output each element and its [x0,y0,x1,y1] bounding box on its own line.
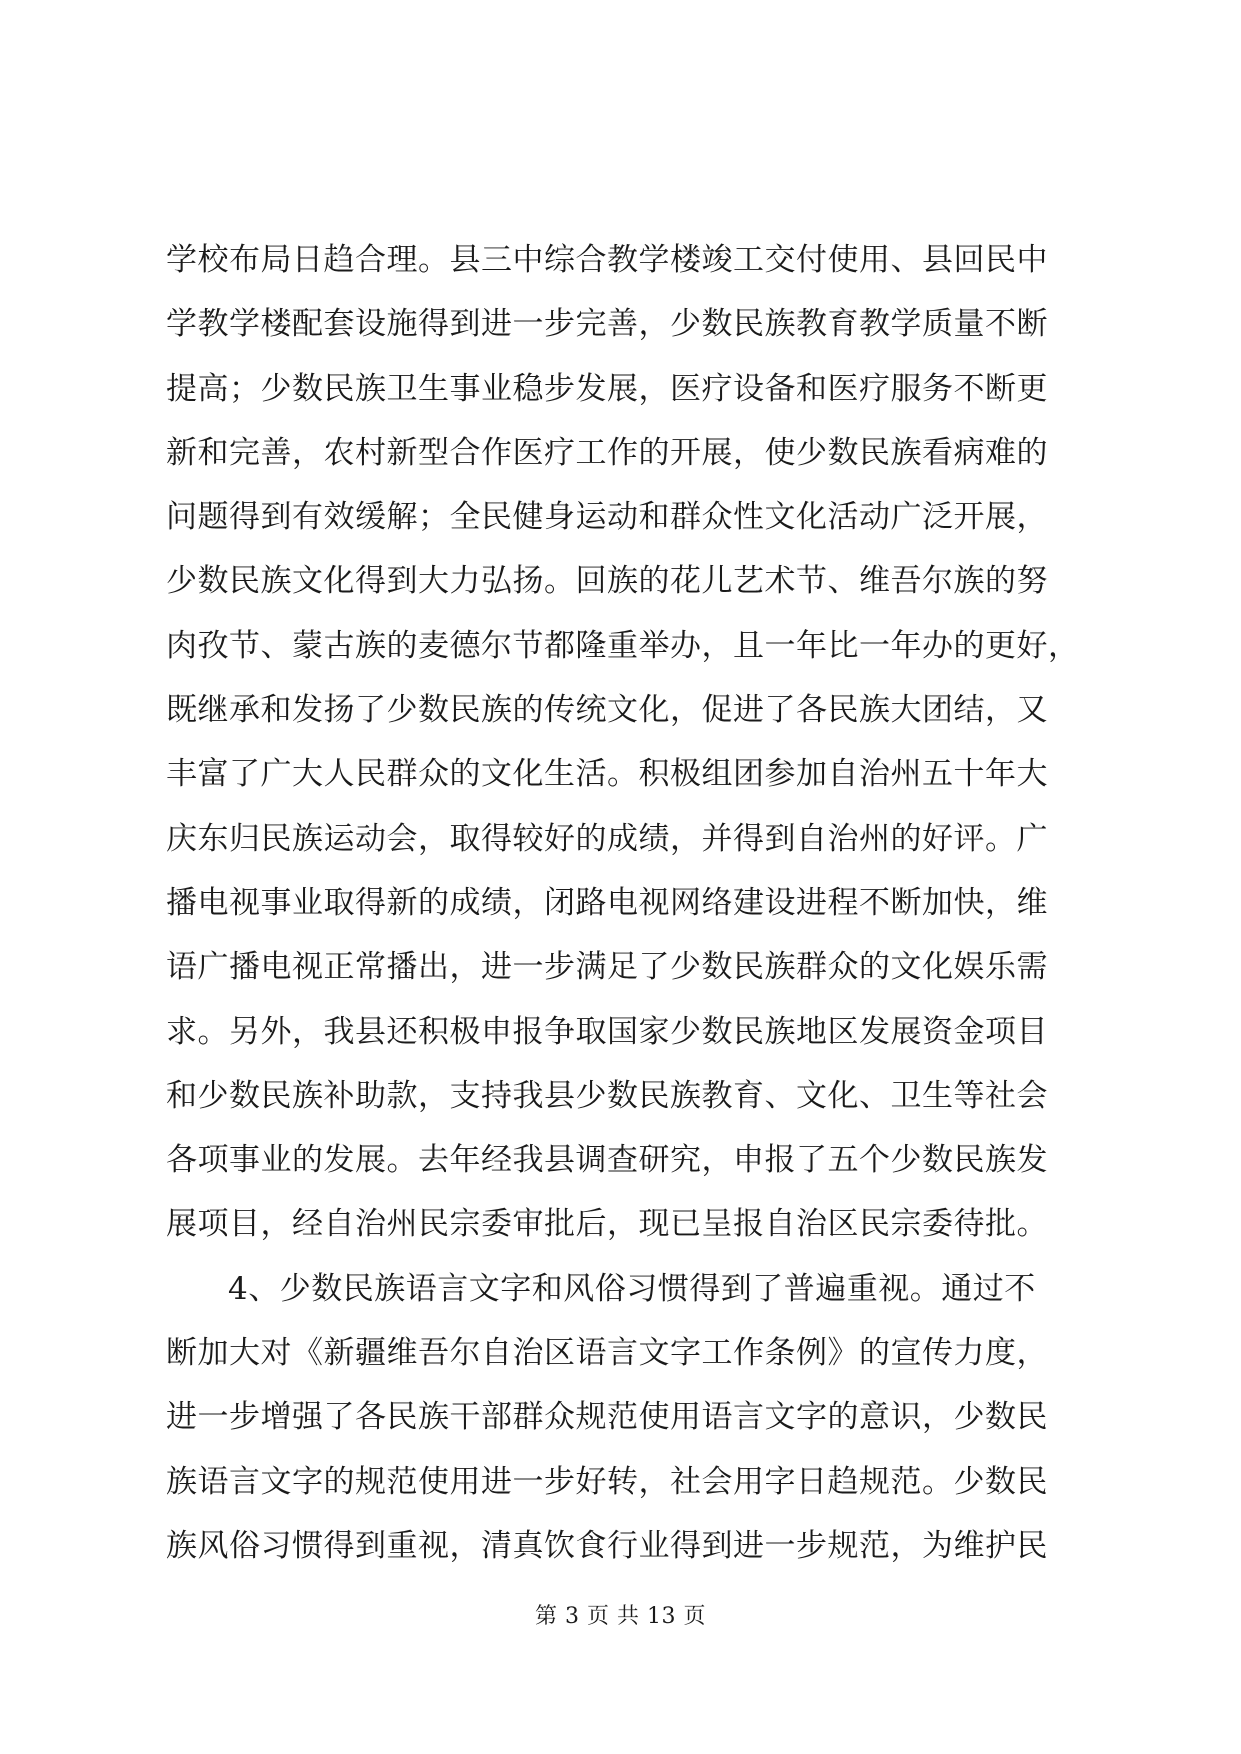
text-line: 和少数民族补助款，支持我县少数民族教育、文化、卫生等社会 [166,1077,1048,1114]
text-line: 既继承和发扬了少数民族的传统文化，促进了各民族大团结，又 [166,692,1048,729]
text-line: 学教学楼配套设施得到进一步完善，少数民族教育教学质量不断 [166,306,1048,343]
text-line: 族风俗习惯得到重视，清真饮食行业得到进一步规范，为维护民 [166,1527,1048,1564]
page-number: 第 3 页 共 13 页 [535,1604,706,1629]
text-line: 肉孜节、蒙古族的麦德尔节都隆重举办，且一年比一年办的更好， [166,627,1080,664]
text-line: 播电视事业取得新的成绩，闭路电视网络建设进程不断加快，维 [166,884,1048,921]
page-footer [0,1602,1241,1632]
text-line: 族语言文字的规范使用进一步好转，社会用字日趋规范。少数民 [166,1463,1048,1500]
text-line: 庆东归民族运动会，取得较好的成绩，并得到自治州的好评。广 [166,820,1048,857]
paragraph-start-line: 4、少数民族语言文字和风俗习惯得到了普遍重视。通过不 [228,1270,1036,1307]
body-text [166,228,1080,1578]
text-line: 语广播电视正常播出，进一步满足了少数民族群众的文化娱乐需 [166,949,1048,986]
text-line: 提高；少数民族卫生事业稳步发展，医疗设备和医疗服务不断更 [166,370,1048,407]
text-line: 丰富了广大人民群众的文化生活。积极组团参加自治州五十年大 [166,756,1048,793]
text-line: 展项目，经自治州民宗委审批后，现已呈报自治区民宗委待批。 [166,1206,1048,1243]
text-line: 学校布局日趋合理。县三中综合教学楼竣工交付使用、县回民中 [166,242,1048,278]
text-line: 少数民族文化得到大力弘扬。回族的花儿艺术节、维吾尔族的努 [166,563,1048,600]
text-line: 新和完善，农村新型合作医疗工作的开展，使少数民族看病难的 [166,434,1048,471]
text-line: 求。另外，我县还积极申报争取国家少数民族地区发展资金项目 [166,1013,1048,1050]
text-line: 进一步增强了各民族干部群众规范使用语言文字的意识，少数民 [166,1399,1048,1436]
text-line: 问题得到有效缓解；全民健身运动和群众性文化活动广泛开展， [166,499,1048,536]
text-line: 断加大对《新疆维吾尔自治区语言文字工作条例》的宣传力度， [166,1335,1048,1372]
text-line: 各项事业的发展。去年经我县调查研究，申报了五个少数民族发 [166,1142,1048,1179]
